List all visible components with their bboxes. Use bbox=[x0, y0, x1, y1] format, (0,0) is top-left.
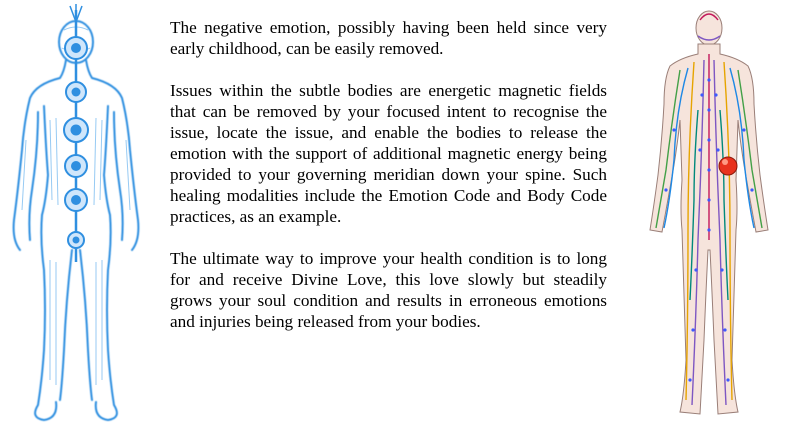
chakra-flower-throat bbox=[66, 82, 86, 102]
meridian-chart-illustration bbox=[618, 0, 800, 431]
chakra-flower-root bbox=[68, 232, 84, 248]
chakra-flower-heart bbox=[64, 118, 88, 142]
chakra-flower-solar-plexus bbox=[65, 155, 87, 177]
chakra-body-drawing bbox=[0, 0, 160, 431]
crown-spray bbox=[70, 4, 82, 22]
paragraph-3: The ultimate way to improve your health condition is to long for and receive Divine Love, this love slowly but steadily grows your soul condition and results in erroneous emotions and injuries being released from your bodies. bbox=[170, 249, 607, 331]
chakra-body-illustration bbox=[0, 0, 160, 431]
chakra-flower-sacral bbox=[65, 189, 87, 211]
energy-marker bbox=[719, 157, 737, 175]
meridian-body-drawing bbox=[618, 0, 800, 431]
paragraph-2: Issues within the subtle bodies are energetic magnetic fields that can be removed by your focused intent to recognise the issue, locate the issue, and enable the bodies to release the emotion with the support of additional magnetic energy being provided to your governing meridian down your spine. Such healing modalities include the Emotion Code and Body Code practices, as an example. bbox=[170, 81, 607, 226]
chakra-flower-crown bbox=[65, 37, 87, 59]
body-text bbox=[170, 17, 607, 332]
paragraph-1: The negative emotion, possibly having been held since very early childhood, can be easily removed. bbox=[170, 18, 607, 58]
